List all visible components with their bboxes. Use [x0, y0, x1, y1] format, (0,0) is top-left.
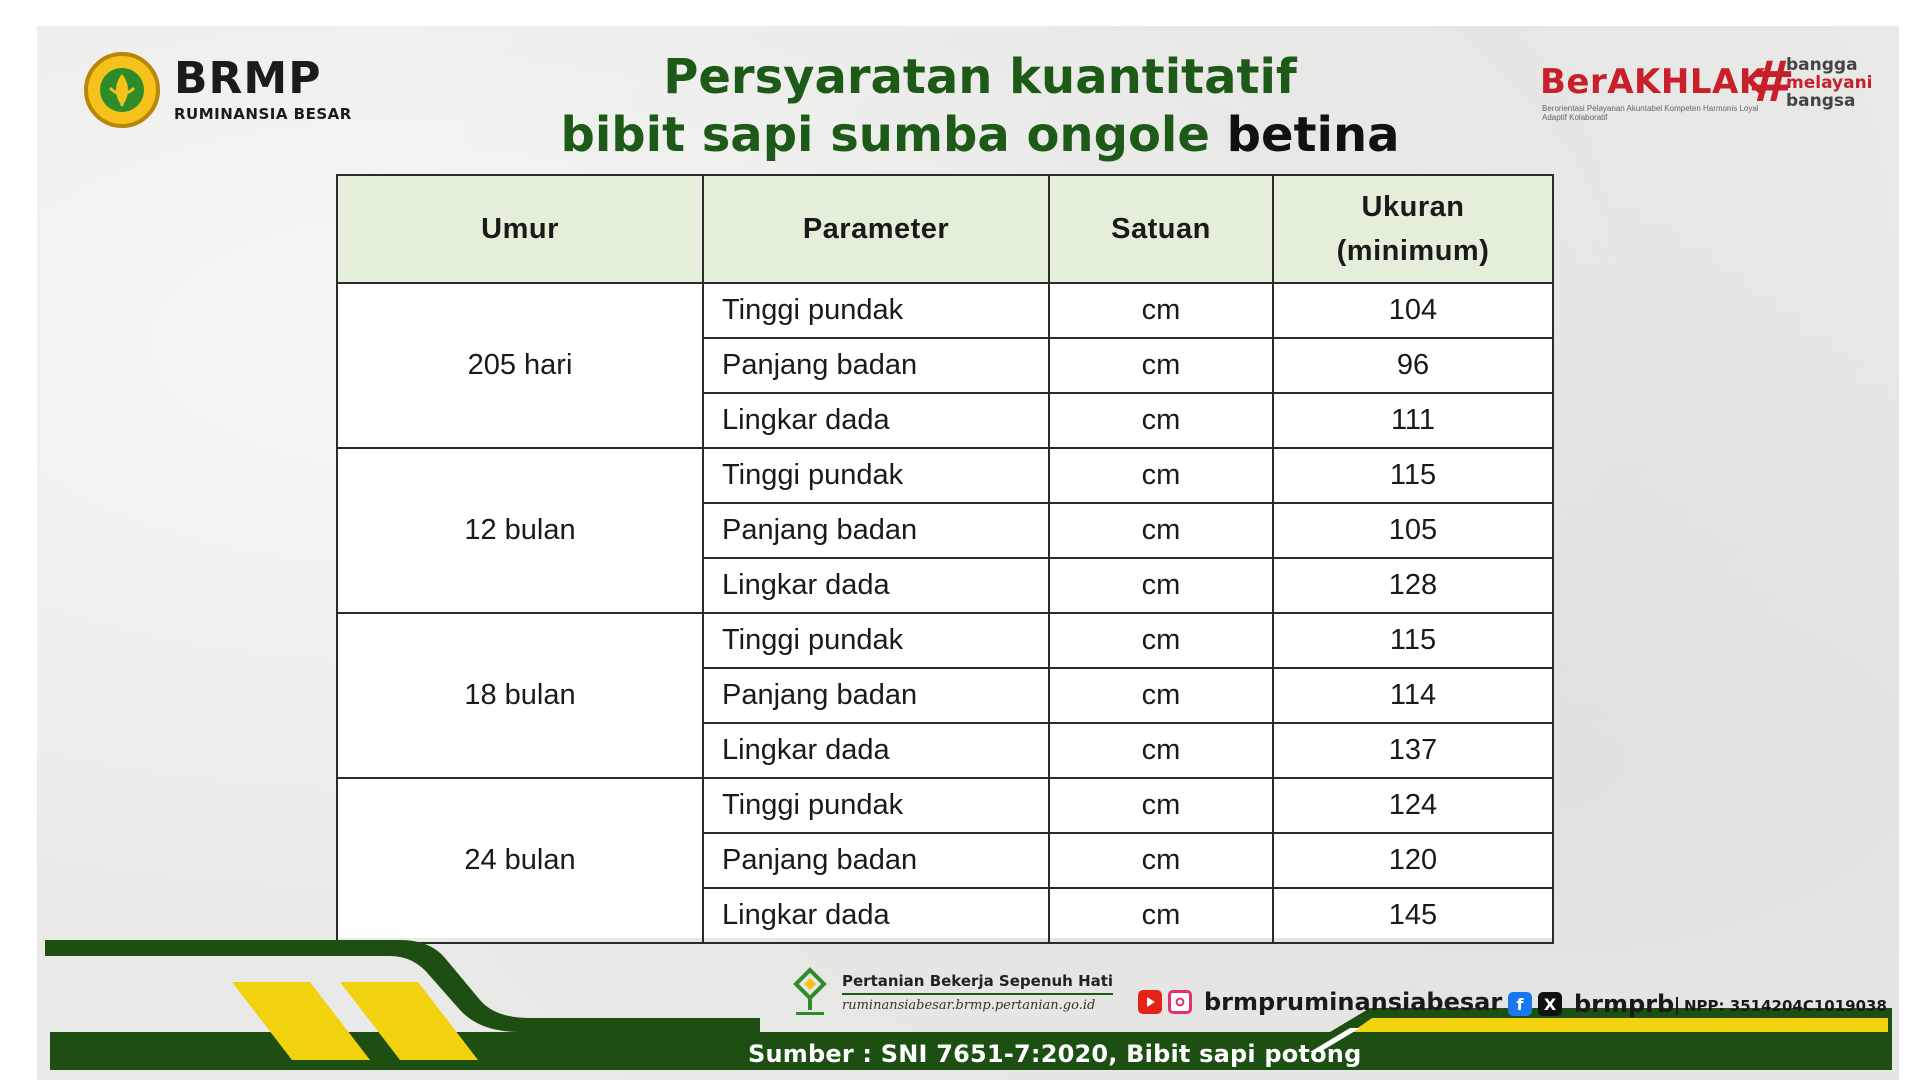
header-ukuran-line1: Ukuran — [1361, 191, 1465, 223]
ukuran-cell: 115 — [1273, 448, 1553, 503]
brand-name: BRMP — [174, 53, 322, 104]
social-handle-1[interactable]: brmpruminansiabesar — [1204, 988, 1503, 1016]
parameter-cell: Tinggi pundak — [703, 448, 1049, 503]
source-citation: Sumber : SNI 7651-7:2020, Bibit sapi potong — [748, 1040, 1362, 1068]
umur-cell: 12 bulan — [337, 448, 703, 613]
parameter-cell: Panjang badan — [703, 338, 1049, 393]
ukuran-cell: 111 — [1273, 393, 1553, 448]
ukuran-cell: 114 — [1273, 668, 1553, 723]
parameter-cell: Lingkar dada — [703, 393, 1049, 448]
umur-cell: 205 hari — [337, 283, 703, 448]
youtube-icon[interactable] — [1138, 990, 1162, 1014]
facebook-icon[interactable]: f — [1508, 992, 1532, 1016]
header-umur: Umur — [337, 175, 703, 283]
ukuran-cell: 104 — [1273, 283, 1553, 338]
ukuran-cell: 137 — [1273, 723, 1553, 778]
umur-cell: 18 bulan — [337, 613, 703, 778]
ukuran-cell: 124 — [1273, 778, 1553, 833]
umur-cell: 24 bulan — [337, 778, 703, 943]
satuan-cell: cm — [1049, 283, 1273, 338]
social-handle-2[interactable]: brmprb — [1574, 990, 1675, 1018]
ministry-emblem-icon — [84, 52, 160, 128]
requirements-table-container — [336, 174, 1552, 938]
parameter-cell: Panjang badan — [703, 503, 1049, 558]
table-row — [337, 448, 1553, 503]
page-title — [480, 48, 1480, 164]
parameter-cell: Tinggi pundak — [703, 778, 1049, 833]
npp-number: NPP: 3514204C1019038 — [1676, 997, 1887, 1015]
brand-subtitle: RUMINANSIA BESAR — [174, 105, 352, 123]
title-line-2-green: bibit sapi sumba ongole — [560, 107, 1210, 163]
ukuran-cell: 120 — [1273, 833, 1553, 888]
table-row — [337, 613, 1553, 668]
social-group-2 — [1508, 990, 1674, 1018]
ukuran-cell: 145 — [1273, 888, 1553, 943]
brmp-logo — [84, 52, 352, 128]
ukuran-cell: 96 — [1273, 338, 1553, 393]
satuan-cell: cm — [1049, 778, 1273, 833]
header-ukuran-line2: (minimum) — [1336, 235, 1490, 267]
satuan-cell: cm — [1049, 613, 1273, 668]
bangga-melayani-bangsa — [1786, 56, 1873, 110]
ukuran-cell: 105 — [1273, 503, 1553, 558]
parameter-cell: Panjang badan — [703, 668, 1049, 723]
parameter-cell: Lingkar dada — [703, 888, 1049, 943]
satuan-cell: cm — [1049, 338, 1273, 393]
x-icon[interactable]: X — [1538, 992, 1562, 1016]
website-url: ruminansiabesar.brmp.pertanian.go.id — [842, 997, 1096, 1013]
parameter-cell: Tinggi pundak — [703, 613, 1049, 668]
parameter-cell: Lingkar dada — [703, 558, 1049, 613]
parameter-cell: Lingkar dada — [703, 723, 1049, 778]
header-parameter: Parameter — [703, 175, 1049, 283]
bangsa-word: bangsa — [1786, 91, 1856, 111]
berakhlak-subtitle: Berorientasi Pelayanan Akuntabel Kompeten Harmonis Loyal Adaptif Kolaboratif — [1542, 104, 1759, 122]
title-line-2-black: betina — [1226, 107, 1400, 163]
satuan-cell: cm — [1049, 393, 1273, 448]
header-ukuran — [1273, 175, 1553, 283]
bangga-word: bangga — [1786, 55, 1858, 75]
requirements-table — [336, 174, 1554, 944]
table-row — [337, 283, 1553, 338]
title-line-1: Persyaratan kuantitatif — [663, 49, 1297, 105]
parameter-cell: Panjang badan — [703, 833, 1049, 888]
ukuran-cell: 128 — [1273, 558, 1553, 613]
header-satuan: Satuan — [1049, 175, 1273, 283]
title-line-2 — [560, 107, 1399, 163]
melayani-word: melayani — [1786, 73, 1873, 93]
satuan-cell: cm — [1049, 888, 1273, 943]
slogan-text: Pertanian Bekerja Sepenuh Hati — [842, 972, 1113, 995]
berakhlak-text: BerAKHLAK — [1540, 62, 1766, 102]
berakhlak-logo — [1540, 46, 1880, 126]
satuan-cell: cm — [1049, 503, 1273, 558]
footer-slogan — [790, 966, 1113, 1018]
table-header-row — [337, 175, 1553, 283]
satuan-cell: cm — [1049, 833, 1273, 888]
social-group-1 — [1138, 988, 1502, 1016]
hash-icon: # — [1748, 50, 1795, 115]
satuan-cell: cm — [1049, 723, 1273, 778]
satuan-cell: cm — [1049, 668, 1273, 723]
pertanian-logo-icon — [790, 966, 830, 1018]
ukuran-cell: 115 — [1273, 613, 1553, 668]
instagram-icon[interactable] — [1168, 990, 1192, 1014]
satuan-cell: cm — [1049, 448, 1273, 503]
parameter-cell: Tinggi pundak — [703, 283, 1049, 338]
table-row — [337, 778, 1553, 833]
satuan-cell: cm — [1049, 558, 1273, 613]
